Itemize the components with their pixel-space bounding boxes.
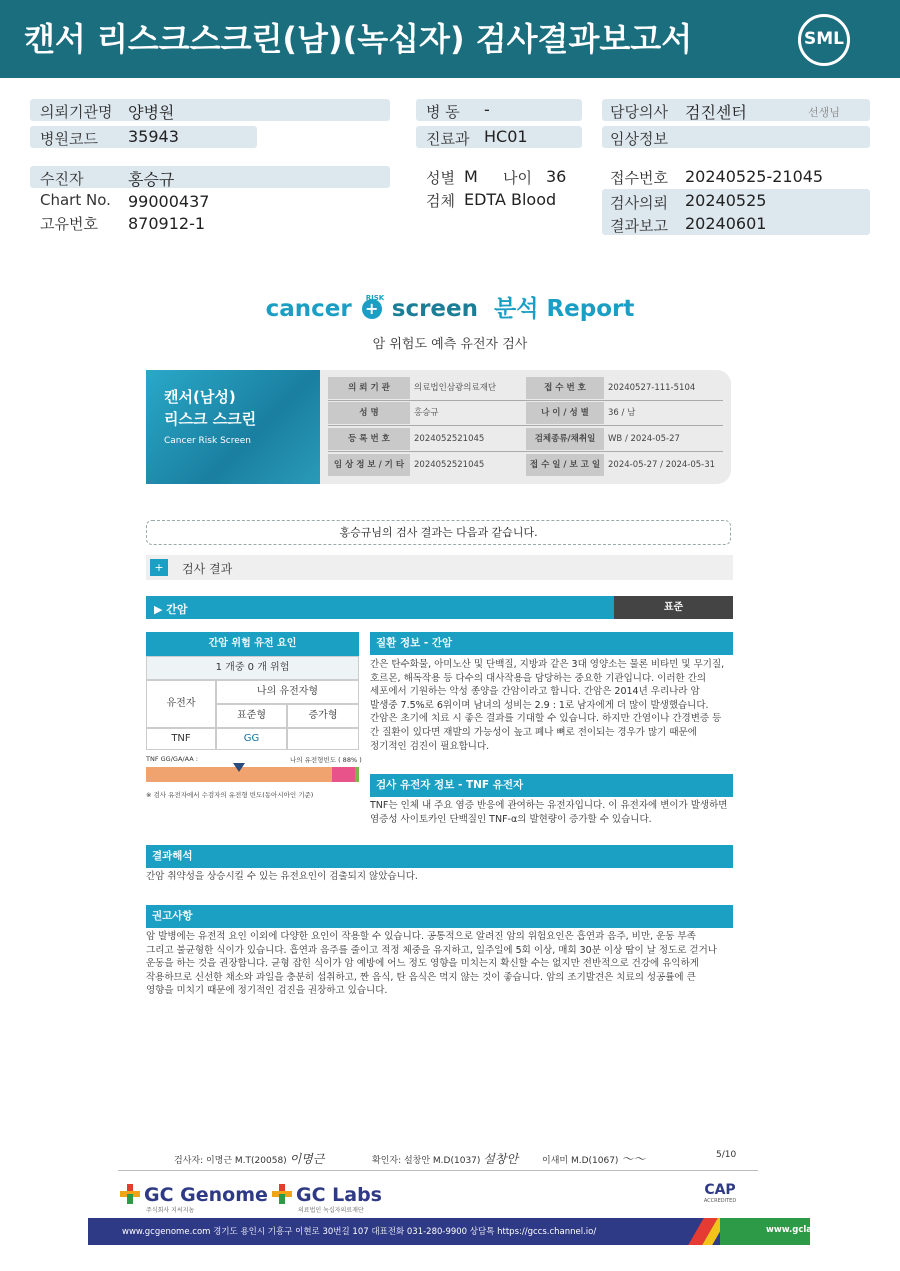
doctor-value: 검진센터 [685, 103, 747, 122]
text-line: 세포에서 기원하는 악성 종양을 간암이라고 합니다. 간암은 2014년 우리나라 암 [370, 686, 700, 698]
request-value: 20240525 [685, 191, 767, 210]
banner-title-1: 캔서(남성) [164, 388, 236, 406]
report-value: 20240601 [685, 214, 767, 233]
text-line: 정기적인 검진이 필요합니다. [370, 740, 490, 752]
frequency-bar-pink [332, 767, 355, 782]
text-line: 간암은 초기에 치료 시 좋은 결과를 기대할 수 있습니다. 하지만 간염이나 간경변증 등 [370, 713, 722, 725]
specimen-value: EDTA Blood [464, 190, 557, 209]
confirmer-sign [372, 1150, 518, 1167]
banner-label: 나 이 / 성 별 [526, 402, 604, 424]
brand-report: 분석 Report [494, 296, 635, 322]
text-line: 작용하므로 신선한 채소와 과일을 충분히 섭취하고, 짠 음식, 탄 음식은 먹지 않는 것이 좋습니다. 암의 조기발견은 치료의 성공률에 큰 [146, 971, 696, 983]
cap-accredited-logo [690, 1182, 750, 1214]
text-line: 운동을 하는 것을 권장합니다. 균형 잡힌 식이가 암 예방에 어느 정도 영향을 미치는지 확신할 수는 없지만 전반적으로 건강에 유익하게 [146, 958, 699, 970]
plus-icon: + RISK [362, 299, 382, 319]
tester-text: 검사자: 이명근 M.T(20058) [174, 1156, 287, 1166]
footer-divider [118, 1170, 758, 1171]
third-text: 이새미 M.D(1067) [542, 1156, 619, 1166]
chart-value: 99000437 [128, 192, 210, 211]
text-line: TNF는 인체 내 주요 염증 반응에 관여하는 유전자입니다. 이 유전자에 변이가 발생하면 [370, 800, 728, 811]
tester-sign [174, 1150, 324, 1167]
sex-label: 성별 [426, 169, 455, 187]
brand-screen: screen [391, 296, 478, 322]
clinical-label: 임상정보 [610, 130, 668, 148]
third-signature: ～～ [621, 1152, 646, 1166]
footer-url: www.gclabs.co.kr [766, 1225, 851, 1235]
increased-header: 증가형 [287, 704, 359, 728]
banner-value: 의료법인삼광의료재단 [414, 383, 497, 393]
disease-info-text [370, 658, 735, 753]
banner-value: 홍승규 [414, 408, 439, 418]
banner-title-2: 리스크 스크린 [164, 410, 257, 428]
text-line: 호르몬, 해독작용 등 다수의 대사작용을 담당하는 중요한 기관입니다. 이러한 간의 [370, 672, 707, 684]
text-line: 간 질환이 있다면 재발의 가능성이 높고 폐나 뼈로 전이되는 경우가 많기 때문에 [370, 726, 697, 738]
brand-cancer: cancer [265, 296, 352, 322]
footer-address: www.gcgenome.com 경기도 용인시 기흥구 이현로 30번길 107 대표전화 031-280-9900 상담톡 https://gccs.channel.io/ [122, 1227, 597, 1237]
banner-label: 검체종류/채취일 [526, 428, 604, 450]
disease-info-head: 질환 정보 - 간암 [370, 632, 733, 655]
receipt-label: 접수번호 [610, 169, 668, 187]
banner-label: 성 명 [328, 402, 410, 424]
gc-cross-icon [272, 1184, 292, 1204]
banner-label: 임 상 정 보 / 기 타 [328, 454, 410, 476]
banner-title-panel [146, 370, 320, 484]
brand-subtitle: 암 위험도 예측 유전자 검사 [372, 337, 528, 352]
confirmer-signature: 설창안 [483, 1152, 519, 1166]
brand-logo [0, 290, 900, 323]
banner-value: 36 / 남 [608, 408, 636, 418]
gene-table-head: 간암 위험 유전 요인 [146, 632, 359, 656]
confirmer-text: 확인자: 설창안 M.D(1037) [372, 1156, 481, 1166]
interpretation-head: 결과해석 [146, 845, 733, 868]
request-label: 검사의뢰 [610, 194, 668, 212]
freq-left-label: TNF GG/GA/AA : [146, 755, 198, 763]
result-icon: + [150, 559, 168, 576]
standard-value: GG [216, 728, 287, 750]
report-label: 결과보고 [610, 217, 668, 235]
institution-value: 양병원 [128, 103, 175, 122]
banner-label: 접 수 번 호 [526, 377, 604, 399]
sml-logo: SML [798, 14, 850, 66]
age-label: 나이 [503, 169, 532, 187]
name-label: 수진자 [40, 170, 84, 188]
id-value: 870912-1 [128, 214, 206, 233]
text-line: 암 발병에는 유전적 요인 이외에 다양한 요인이 작용할 수 있습니다. 공통적으로 알려진 암의 위험요인은 흡연과 음주, 비만, 운동 부족 [146, 931, 696, 942]
gc-cross-icon [120, 1184, 140, 1204]
dept-value: HC01 [484, 127, 528, 146]
liver-cancer-title: ▶ 간암 [154, 603, 188, 616]
cap-sub: ACCREDITED [703, 1198, 737, 1204]
freq-right-label: 나의 유전형빈도 ( 88% ) [290, 756, 362, 764]
banner-value: 20240527-111-5104 [608, 383, 696, 393]
footer-bar [88, 1218, 851, 1245]
banner-value: WB / 2024-05-27 [608, 434, 680, 444]
gene-name: TNF [146, 728, 216, 750]
age-value: 36 [546, 167, 567, 186]
gene-info-head: 검사 유전자 정보 - TNF 유전자 [370, 774, 733, 797]
banner-divider [328, 451, 723, 452]
increased-value [287, 728, 359, 750]
gene-col-header: 유전자 [146, 680, 216, 728]
name-value: 홍승규 [128, 170, 175, 189]
frequency-bar-green [355, 767, 359, 782]
banner-value: 2024-05-27 / 2024-05-31 [608, 460, 716, 470]
report-title: 캔서 리스크스크린(남)(녹십자) 검사결과보고서 [24, 20, 693, 58]
frequency-marker-icon [233, 763, 245, 772]
text-line: 영향을 미치기 때문에 정기적인 검진을 권장하고 있습니다. [146, 985, 388, 997]
liver-cancer-bar [146, 596, 733, 619]
advice-text [146, 930, 736, 998]
dept-label: 진료과 [426, 130, 470, 148]
specimen-label: 검체 [426, 192, 455, 210]
result-title: 검사 결과 [182, 562, 233, 576]
banner-label: 등 록 번 호 [328, 428, 410, 450]
gene-risk-count: 1 개중 0 개 위험 [146, 656, 359, 680]
advice-head: 권고사항 [146, 905, 733, 928]
result-section-bar [146, 555, 733, 580]
chart-label: Chart No. [40, 191, 111, 209]
report-header [0, 0, 900, 78]
gc-genome-sub: 주식회사 지씨지놈 [146, 1207, 195, 1214]
info-banner [146, 370, 731, 484]
result-summary: 홍승규님의 검사 결과는 다음과 같습니다. [146, 520, 731, 545]
gc-genome-logo [120, 1184, 268, 1206]
gc-labs-sub: 의료법인 녹십자의료재단 [298, 1207, 364, 1214]
cap-text: CAP [704, 1182, 736, 1198]
text-line: 간은 탄수화물, 아미노산 및 단백질, 지방과 같은 3대 영양소는 물론 비타민 및 무기질, [370, 659, 725, 670]
text-line: 염증성 사이토카인 단백질인 TNF-α의 발현량이 증가할 수 있습니다. [370, 813, 652, 825]
institution-label: 의뢰기관명 [40, 103, 113, 121]
hospital-code-label: 병원코드 [40, 130, 98, 148]
gene-info-text [370, 799, 735, 826]
text-line: 그리고 불균형한 식이가 있습니다. 흡연과 음주를 줄이고 적정 체중을 유지하고, 일주일에 5회 이상, 매회 30분 이상 땀이 날 정도로 걷거나 [146, 944, 717, 956]
ward-label: 병 동 [426, 103, 460, 121]
banner-label: 접 수 일 / 보 고 일 [526, 454, 604, 476]
banner-divider [328, 425, 723, 426]
frequency-note: ※ 검사 유전자에서 수검자의 유전형 빈도(동아시아인 기준) [146, 791, 314, 799]
name-row [30, 166, 390, 188]
gc-genome-text: GC Genome [144, 1184, 268, 1206]
doctor-suffix: 선생님 [808, 106, 840, 119]
banner-value: 2024052521045 [414, 434, 485, 444]
page-number: 5/10 [716, 1150, 737, 1160]
sex-value: M [464, 167, 478, 186]
banner-divider [328, 400, 723, 401]
banner-value: 2024052521045 [414, 460, 485, 470]
banner-title-3: Cancer Risk Screen [164, 436, 252, 446]
brand-risk: RISK [365, 294, 385, 302]
interpretation-text: 간암 취약성을 상승시킬 수 있는 유전요인이 검출되지 않았습니다. [146, 871, 418, 882]
text-line: 발생중 7.5%로 6위이며 남녀의 성비는 2.9 : 1로 남자에게 더 많이 발생했습니다. [370, 699, 709, 711]
frequency-bar [146, 767, 359, 782]
my-genotype-header: 나의 유전자형 [216, 680, 359, 704]
tester-signature: 이명근 [289, 1152, 325, 1166]
gc-labs-logo [272, 1184, 382, 1206]
standard-header: 표준형 [216, 704, 287, 728]
id-label: 고유번호 [40, 215, 98, 233]
liver-cancer-status: 표준 [614, 596, 733, 619]
gc-labs-text: GC Labs [296, 1184, 382, 1206]
receipt-value: 20240525-21045 [685, 167, 824, 186]
ward-value: - [484, 100, 490, 119]
report-brand [0, 290, 900, 352]
doctor-label: 담당의사 [610, 103, 668, 121]
hospital-code-value: 35943 [128, 127, 179, 146]
banner-label: 의 뢰 기 관 [328, 377, 410, 399]
third-sign [542, 1150, 645, 1167]
